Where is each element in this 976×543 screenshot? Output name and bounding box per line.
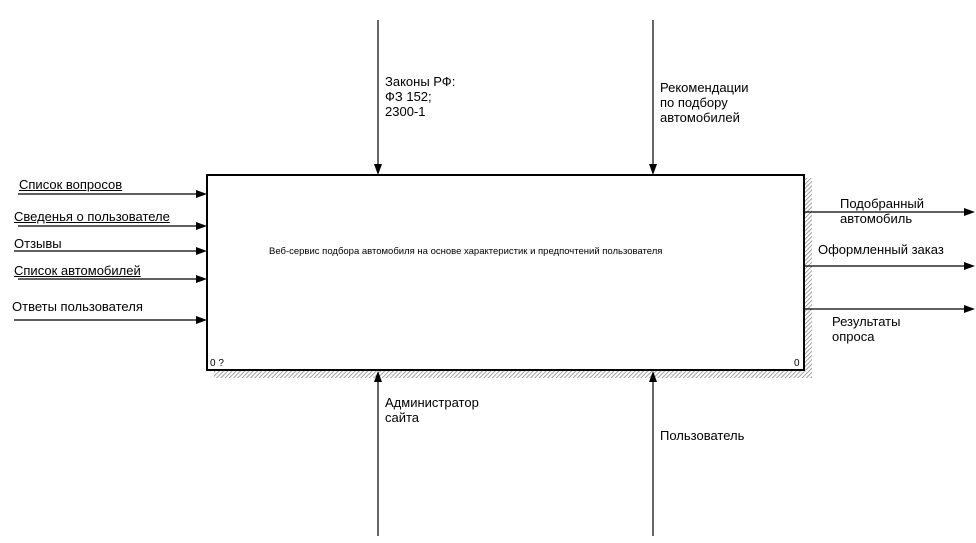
input-arrow-5[interactable]	[14, 316, 207, 324]
output-label-1: Подобранный автомобиль	[840, 196, 924, 226]
output-label-3: Результаты опроса	[832, 314, 901, 344]
mechanism-label-2: Пользователь	[660, 428, 745, 443]
input-label-3: Отзывы	[14, 236, 62, 251]
input-label-2: Сведенья о пользователе	[14, 209, 170, 224]
box-node-label: 0 ?	[210, 358, 224, 369]
activity-box[interactable]	[207, 175, 804, 370]
input-label-5: Ответы пользователя	[12, 299, 143, 314]
mechanism-label-1: Администратор сайта	[385, 395, 479, 425]
mechanism-arrow-2[interactable]	[649, 371, 657, 536]
box-shadow-right	[804, 178, 812, 377]
box-number: 0	[794, 358, 800, 369]
control-arrow-1[interactable]	[374, 20, 382, 175]
input-label-4: Список автомобилей	[14, 263, 141, 278]
output-arrow-2[interactable]	[804, 262, 975, 270]
control-label-1: Законы РФ: ФЗ 152; 2300-1	[385, 74, 456, 119]
input-label-1: Список вопросов	[19, 177, 123, 192]
box-shadow-bottom	[214, 370, 812, 378]
box-title: Веб-сервис подбора автомобиля на основе характеристик и предпочтений пользователя	[269, 246, 663, 257]
mechanism-arrow-1[interactable]	[374, 371, 382, 536]
control-arrow-2[interactable]	[649, 20, 657, 175]
output-arrow-3[interactable]	[804, 305, 975, 313]
output-label-2: Оформленный заказ	[818, 242, 944, 257]
control-label-2: Рекомендации по подбору автомобилей	[660, 80, 749, 125]
